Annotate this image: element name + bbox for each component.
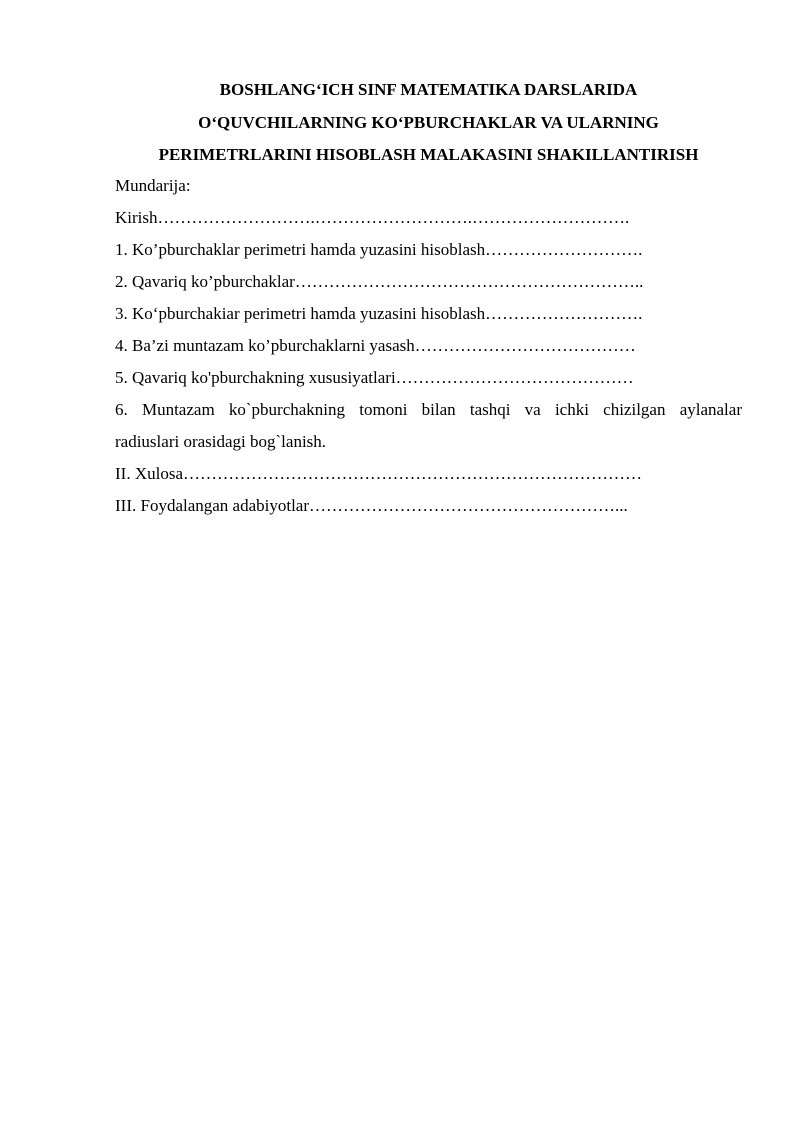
toc-item-introduction: Kirish……………………….……………………….………………………. (115, 208, 630, 227)
title-line-2: O‘QUVCHILARNING KO‘PBURCHAKLAR VA ULARNING (198, 112, 659, 132)
toc-item-1: 1. Ko’pburchaklar perimetri hamda yuzasini hisoblash………………………. (115, 240, 643, 259)
toc-item-3: 3. Ko‘pburchakiar perimetri hamda yuzasini hisoblash………………………. (115, 304, 643, 323)
toc-item-4: 4. Ba’zi muntazam ko’pburchaklarni yasash………………………………… (115, 336, 636, 355)
toc-item-6-line-1: 6. Muntazam ko`pburchakning tomoni bilan tashqi va ichki chizilgan aylanalar (115, 400, 742, 419)
toc-item-2: 2. Qavariq ko’pburchaklar…………………………………………………….. (115, 272, 644, 291)
document-title (115, 74, 742, 172)
toc-item-references: III. Foydalangan adabiyotlar………………………………………………... (115, 496, 628, 515)
toc-heading: Mundarija: (115, 176, 191, 195)
title-line-3: PERIMETRLARINI HISOBLASH MALAKASINI SHAKILLANTIRISH (158, 145, 699, 164)
title-line-1: BOSHLANG‘ICH SINF MATEMATIKA DARSLARIDA (219, 80, 638, 99)
table-of-contents (115, 170, 742, 522)
toc-item-5: 5. Qavariq ko'pburchakning xususiyatlari…………………………………… (115, 368, 634, 387)
toc-item-conclusion: II. Xulosa……………………………………………………………………… (115, 464, 642, 483)
toc-item-6-line-2: radiuslari orasidagi bog`lanish. (115, 432, 327, 451)
